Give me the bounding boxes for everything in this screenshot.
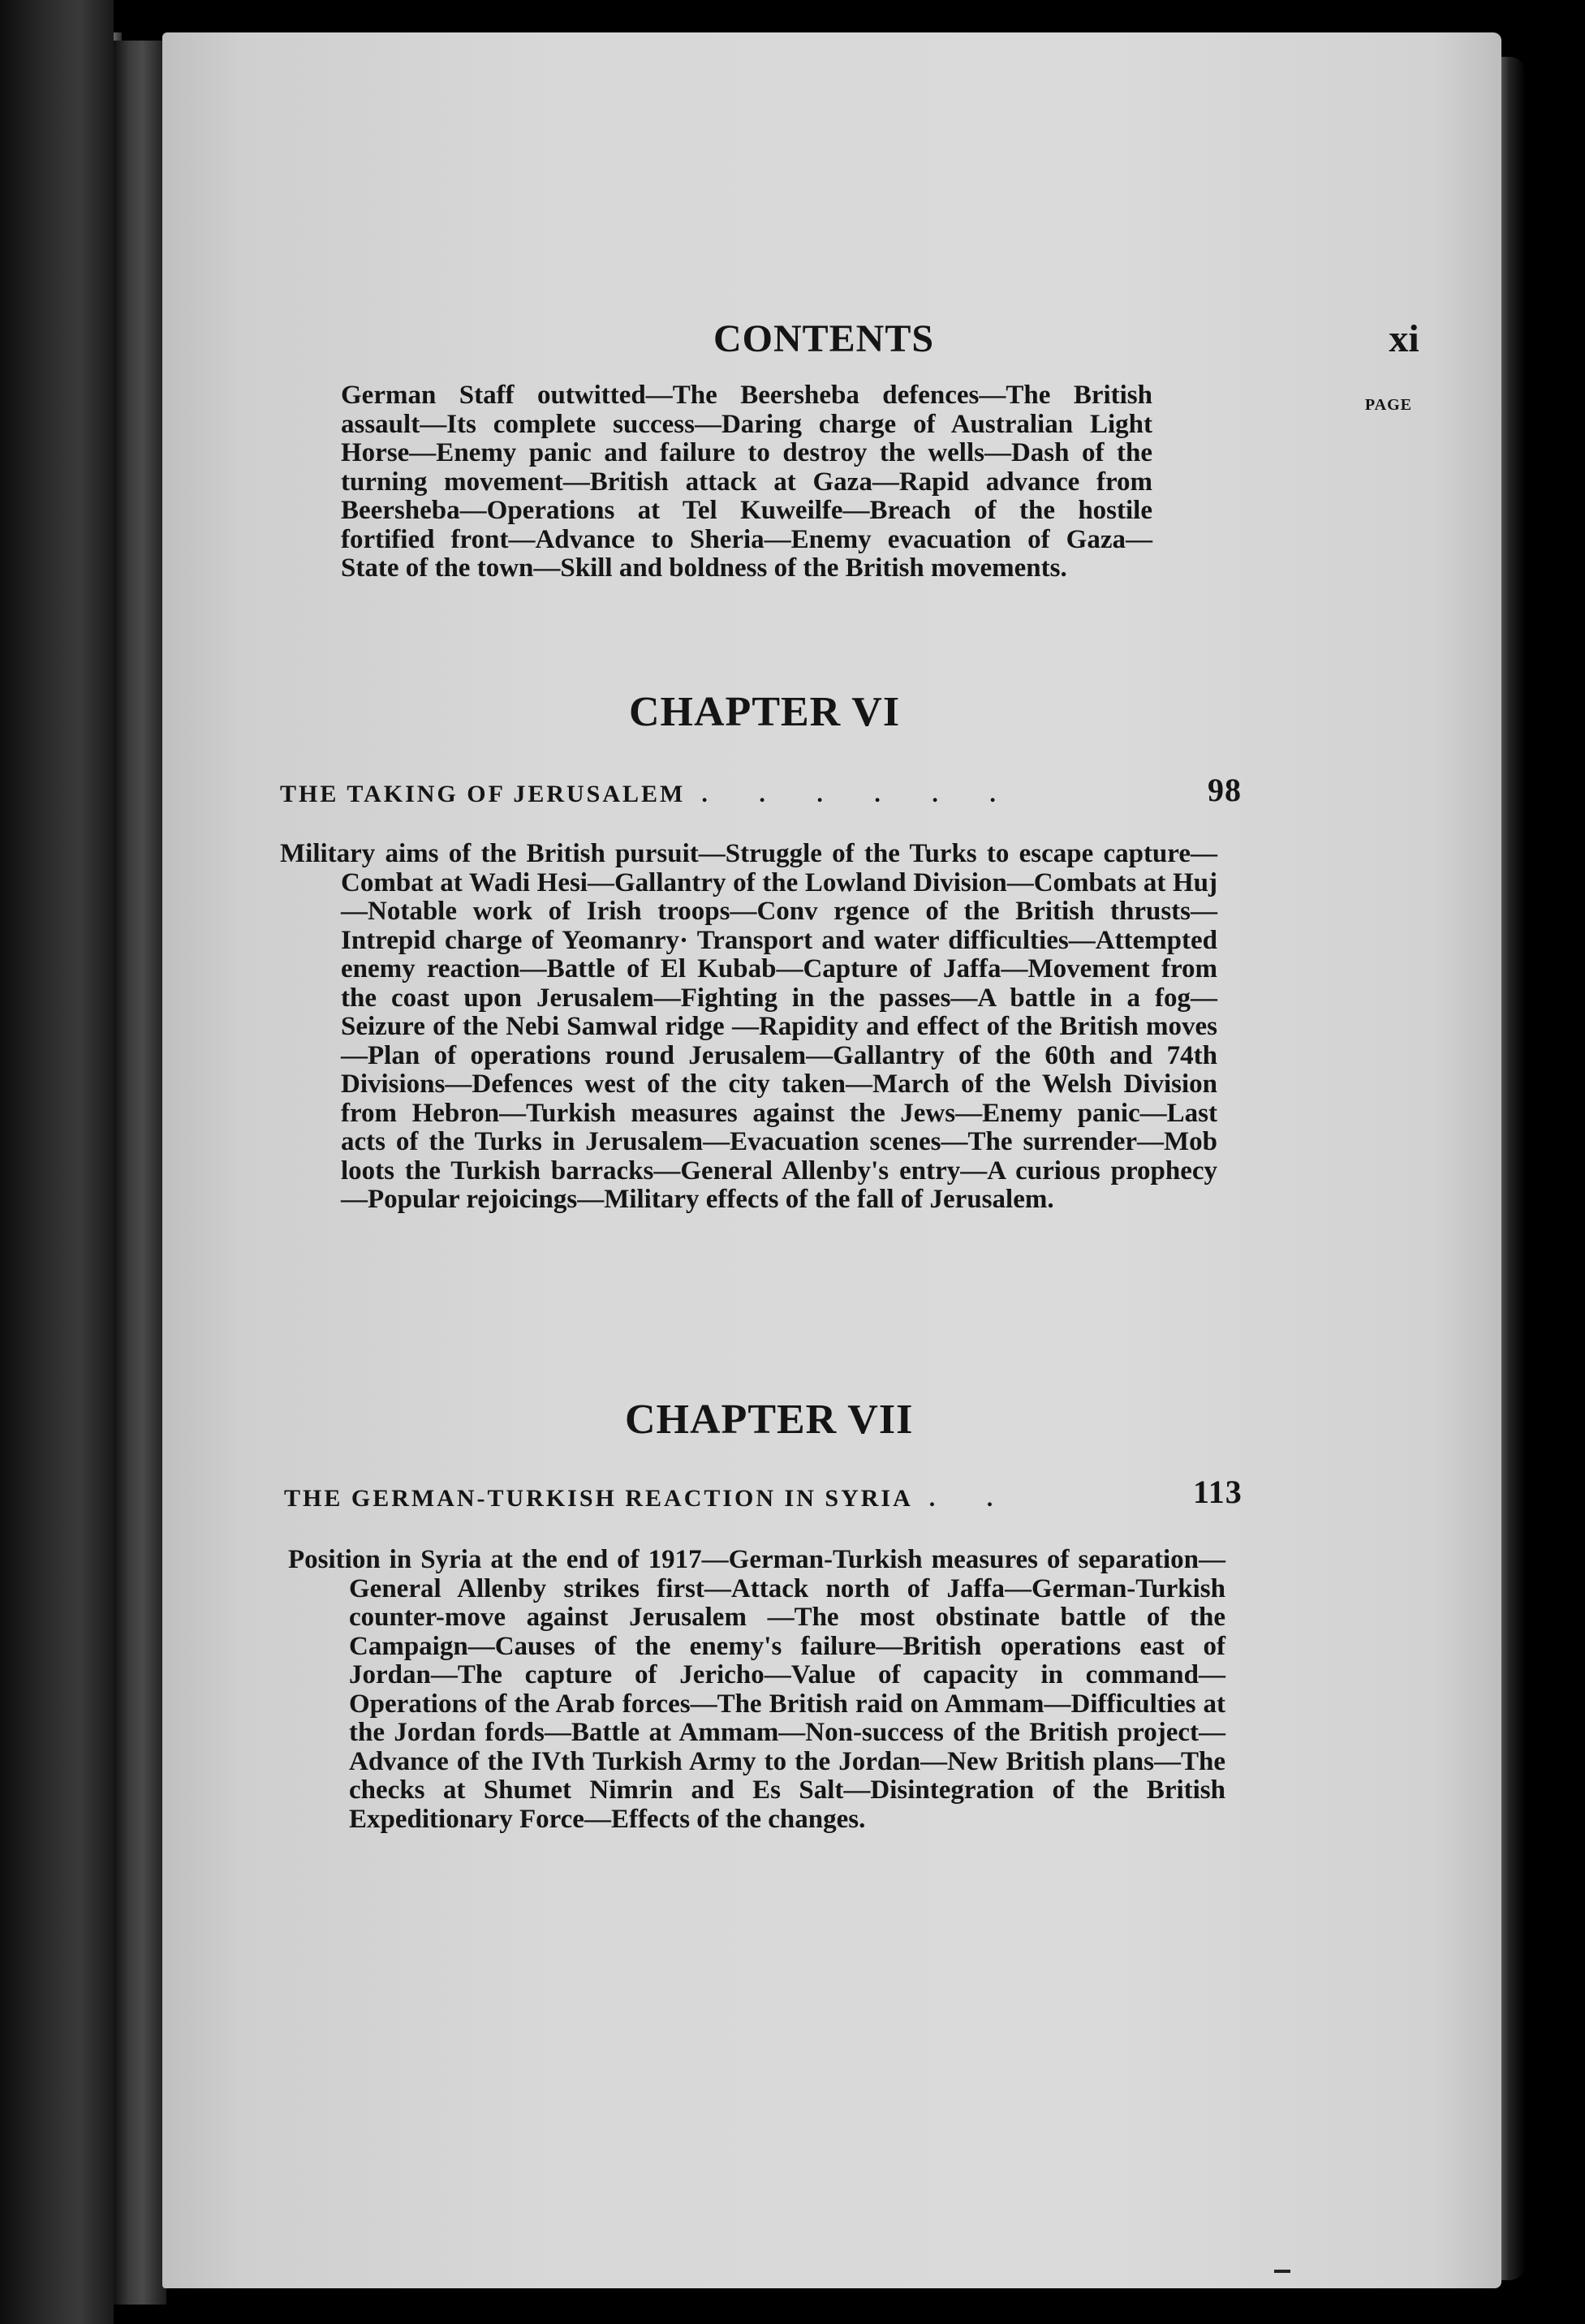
toc-entry[interactable] bbox=[284, 1485, 1015, 1513]
chapter-heading: CHAPTER VII bbox=[625, 1397, 914, 1443]
toc-page-number: 98 bbox=[1208, 772, 1242, 808]
book-gutter bbox=[114, 41, 166, 2305]
folio-number: xi bbox=[1389, 317, 1419, 360]
book-spine bbox=[0, 0, 114, 2324]
page-column-label: PAGE bbox=[1364, 396, 1412, 414]
page-mark bbox=[1274, 2270, 1290, 2273]
leader-dots: . . . . . . bbox=[701, 781, 1019, 807]
toc-page-number: 113 bbox=[1193, 1474, 1243, 1510]
chapter-heading: CHAPTER VI bbox=[629, 689, 901, 735]
toc-entry[interactable] bbox=[280, 781, 1019, 808]
leader-dots: . . bbox=[928, 1485, 1016, 1512]
chapter-summary: Military aims of the British pursuit—Struggle of the Turks to escape capture—Combat at Wadi Hesi—Gallantry of the Lowland Division—Combats at Huj—Notable work of Irish troops—Conv rgence of the British thrusts—Intrepid charge of Yeomanry· Transport and water difficulties—Attempted enemy reaction—Battle of El Kubab—Capture of Jaffa—Movement from the coast upon Jerusalem—Fighting in the passes—A battle in a fog—Seizure of the Nebi Samwal ridge —Rapidity and effect of the British moves—Plan of operations round Jerusalem—Gallantry of the 60th and 74th Divisions—Defences west of the city taken—March of the Welsh Division from Hebron—Turkish measures against the Jews—Enemy panic—Last acts of the Turks in Jerusalem—Evacuation scenes—The surrender—Mob loots the Turkish barracks—General Allenby's entry—A curious prophecy—Popular rejoicings—Military effects of the fall of Jerusalem. bbox=[280, 839, 1217, 1214]
running-head: CONTENTS bbox=[713, 317, 935, 360]
toc-entry-title: THE GERMAN-TURKISH REACTION IN SYRIA bbox=[284, 1485, 913, 1512]
toc-entry-title: THE TAKING OF JERUSALEM bbox=[280, 781, 686, 807]
chapter-summary: Position in Syria at the end of 1917—German-Turkish measures of separation—General Allenby strikes first—Attack north of Jaffa—German-Turkish counter-move against Jerusalem —The most obstinate battle of the Campaign—Causes of the enemy's failure—British operations east of Jordan—The capture of Jericho—Value of capacity in command—Operations of the Arab forces—The British raid on Ammam—Difficulties at the Jordan fords—Battle at Ammam—Non-success of the British project—Advance of the IVth Turkish Army to the Jordan—New British plans—The checks at Shumet Nimrin and Es Salt—Disintegration of the British Expeditionary Force—Effects of the changes. bbox=[288, 1545, 1225, 1834]
chapter-v-summary: German Staff outwitted—The Beersheba defences—The British assault—Its complete success—Daring charge of Australian Light Horse—Enemy panic and failure to destroy the wells—Dash of the turning movement—British attack at Gaza—Rapid advance from Beersheba—Operations at Tel Kuweilfe—Breach of the hostile fortified front—Advance to Sheria—Enemy evacuation of Gaza—State of the town—Skill and boldness of the British movements. bbox=[341, 381, 1152, 583]
